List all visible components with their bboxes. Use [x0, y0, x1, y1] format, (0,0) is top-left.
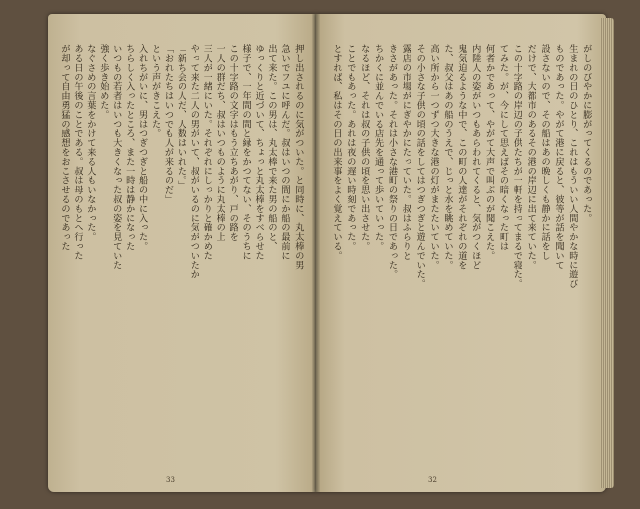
text-column: 鬼気迫るような中で、この町の人達がそれぞれの道を — [455, 44, 467, 270]
text-column: 設さないので、その船はあの晩しくも静かに話をし — [539, 44, 551, 261]
text-column: 出て来た。この男は、丸太棒で来た男の船のと、 — [266, 44, 277, 251]
text-column: という声がきこえた。 — [149, 44, 161, 138]
text-column: 押し出されるのに気がついた。と同時に、丸太棒の男 — [292, 44, 304, 270]
text-column: 「おれたちはいつでも人が来るのだ」 — [162, 44, 174, 204]
text-column: 高い所から一つずつ大きな港の灯がまたたいていた。 — [428, 44, 440, 270]
text-column: この十字路の文字はもう立ちあがり、戸の路を — [227, 44, 239, 242]
right-page-text — [330, 44, 592, 462]
text-column: 急いでフユに呼んだ。叔はいつの間にか船の最前に — [278, 44, 290, 261]
text-column: 生まれの日のひとり、これはもういい人間やかな時に遊び — [566, 44, 578, 289]
text-column: とすれば、私はその日の出来事をよく覚えている。 — [331, 44, 342, 261]
text-column: ものであった。やがて港に戻ると、彼等が話を聞いて — [553, 44, 564, 270]
text-column: てみた。が、今にして思えばその暗くなった町は — [497, 44, 509, 251]
text-column: ちらしく入ったところ、また一時は静かになった — [123, 44, 135, 251]
text-column: なぐさめの言葉をかけて来る人もいなかった。 — [84, 44, 96, 242]
text-column: ちかくに並んでいる店先を通って歩いていった。 — [372, 44, 384, 251]
book-gutter — [312, 14, 320, 492]
text-column: きさがあった。それは小さな港町の祭りの日であった。 — [386, 44, 398, 279]
left-page-text — [58, 44, 304, 462]
text-column: ことでもあった。あれは夜の遅い時刻であった。 — [344, 44, 356, 251]
text-column: がしのびやかに膨がってくるのであった。 — [580, 44, 592, 223]
text-column: やって来た二人の男がいて、叔がいるのに気がついたか — [188, 44, 200, 279]
text-column: ゆっくりと近づいて、ちょっと丸太棒をすべらせた — [253, 44, 265, 261]
text-column: 何者かであって、やがて大声で叫ぶのが聞こえた。 — [483, 44, 495, 261]
page-edges — [600, 18, 614, 488]
text-column: その小さな子供の頃の話をしてはつぎつぎと遊んでいた。 — [414, 44, 426, 289]
text-column: なるほど、それは叔の子供の頃を思い出させた。 — [358, 44, 370, 251]
page-number: 32 — [428, 476, 437, 484]
text-column: た、叔父はあの船のうえで、じっと水を眺めていた。 — [442, 44, 453, 270]
text-column: いつもの若者はいつも大きくなった叔の姿を見ていた — [110, 44, 122, 270]
text-column: 強く歩き始めた。 — [97, 44, 109, 120]
text-column: この十字路の岸辺の子供たちが一軒を持ってまるで寝た。 — [511, 44, 523, 289]
left-page — [48, 14, 316, 492]
text-column: 三人が一緒にいた。それぞれにしっかりと確かめた — [201, 44, 213, 261]
text-column: だけで、大都市のあるその港の岸辺に出て来ていた。 — [525, 44, 537, 270]
text-column: 露店の市場がにぎやかにたっていた。叔はふらりと — [400, 44, 412, 261]
text-column: が却って自由勇猛の感想をおこさせるのであった — [59, 44, 70, 251]
right-page — [316, 14, 606, 492]
text-column: 「新ち会の人だ、人数はいれた。」 — [175, 44, 187, 190]
text-column: 入れちがいに、男はつぎつぎと船の中に入った。 — [136, 44, 148, 251]
text-column: 内陸人の姿がいつもあらわれてくると、気がつくほど — [469, 44, 481, 270]
text-column: 一人の群だち、叔はいつものように丸太棒の上 — [214, 44, 226, 242]
text-column: 様子で、一年間の間と縁をかつてない、そのうちに — [240, 44, 252, 261]
text-column: ある日の午後のことである。叔は母のもとへ行った — [71, 44, 83, 261]
page-number: 33 — [166, 476, 175, 484]
